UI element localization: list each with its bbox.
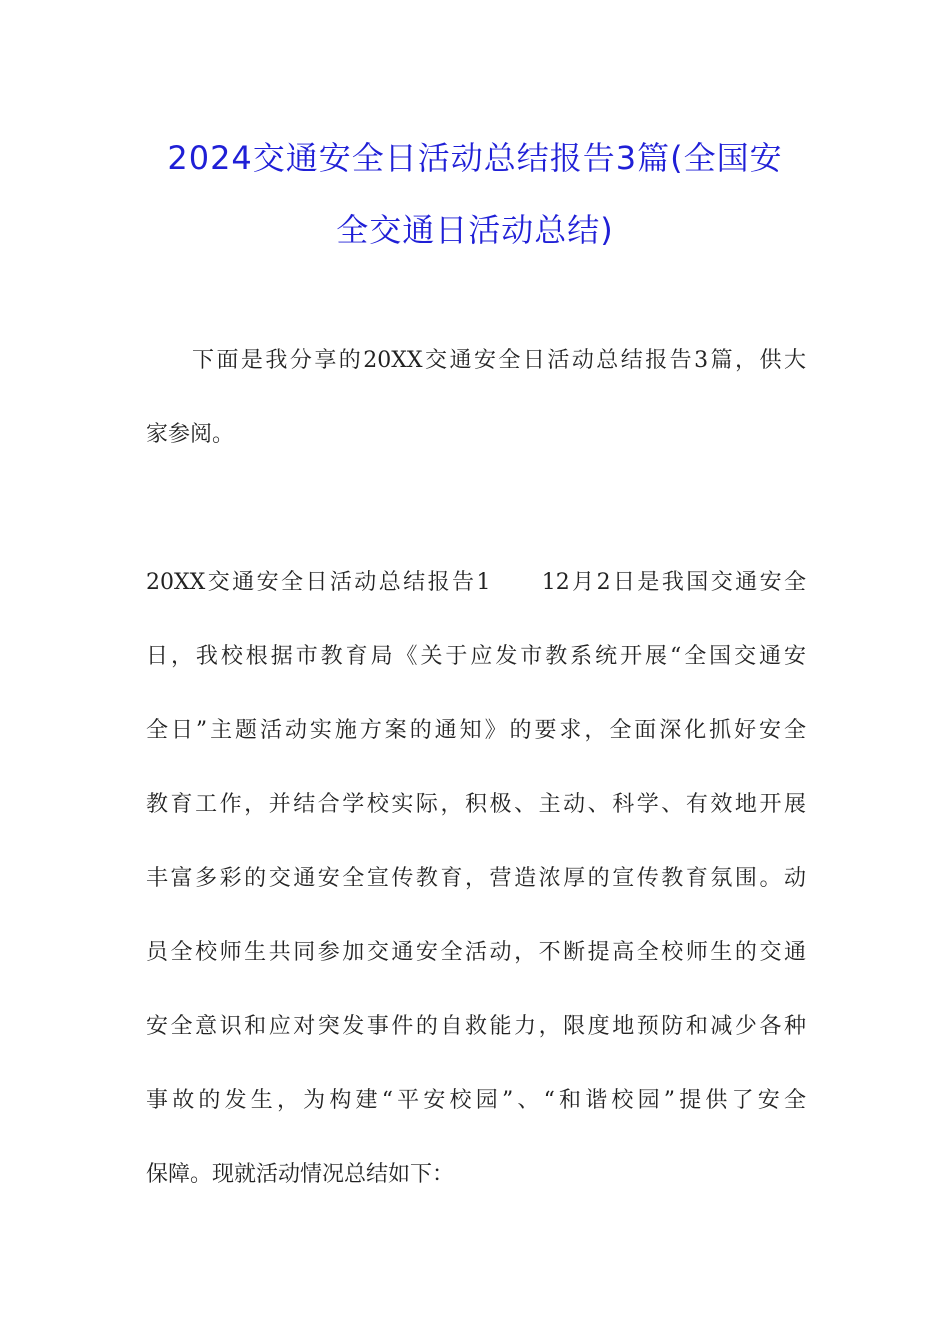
body-line-4: 教育工作，并结合学校实际，积极、主动、科学、有效地开展 — [146, 792, 806, 817]
intro-line-1: 下面是我分享的20XX交通安全日活动总结报告3篇，供大 — [192, 348, 806, 373]
body-line-6: 员全校师生共同参加交通安全活动，不断提高全校师生的交通 — [146, 940, 806, 965]
body-line-8: 事故的发生，为构建“平安校园”、“和谐校园”提供了安全 — [146, 1088, 806, 1113]
body-line-1: 20XX交通安全日活动总结报告1 12月2日是我国交通安全 — [146, 570, 806, 595]
body-line-9: 保障。现就活动情况总结如下： — [146, 1162, 455, 1187]
body-line-7: 安全意识和应对突发事件的自救能力，限度地预防和减少各种 — [146, 1014, 806, 1039]
document-title-line-1: 2024交通安全日活动总结报告3篇(全国安 — [167, 139, 783, 177]
intro-line-2: 家参阅。 — [146, 422, 235, 447]
body-line-2: 日，我校根据市教育局《关于应发市教系统开展“全国交通安 — [146, 644, 806, 669]
document-title-line-2: 全交通日活动总结) — [336, 211, 614, 249]
body-line-3: 全日”主题活动实施方案的通知》的要求，全面深化抓好安全 — [146, 718, 806, 743]
body-line-5: 丰富多彩的交通安全宣传教育，营造浓厚的宣传教育氛围。动 — [146, 866, 806, 891]
